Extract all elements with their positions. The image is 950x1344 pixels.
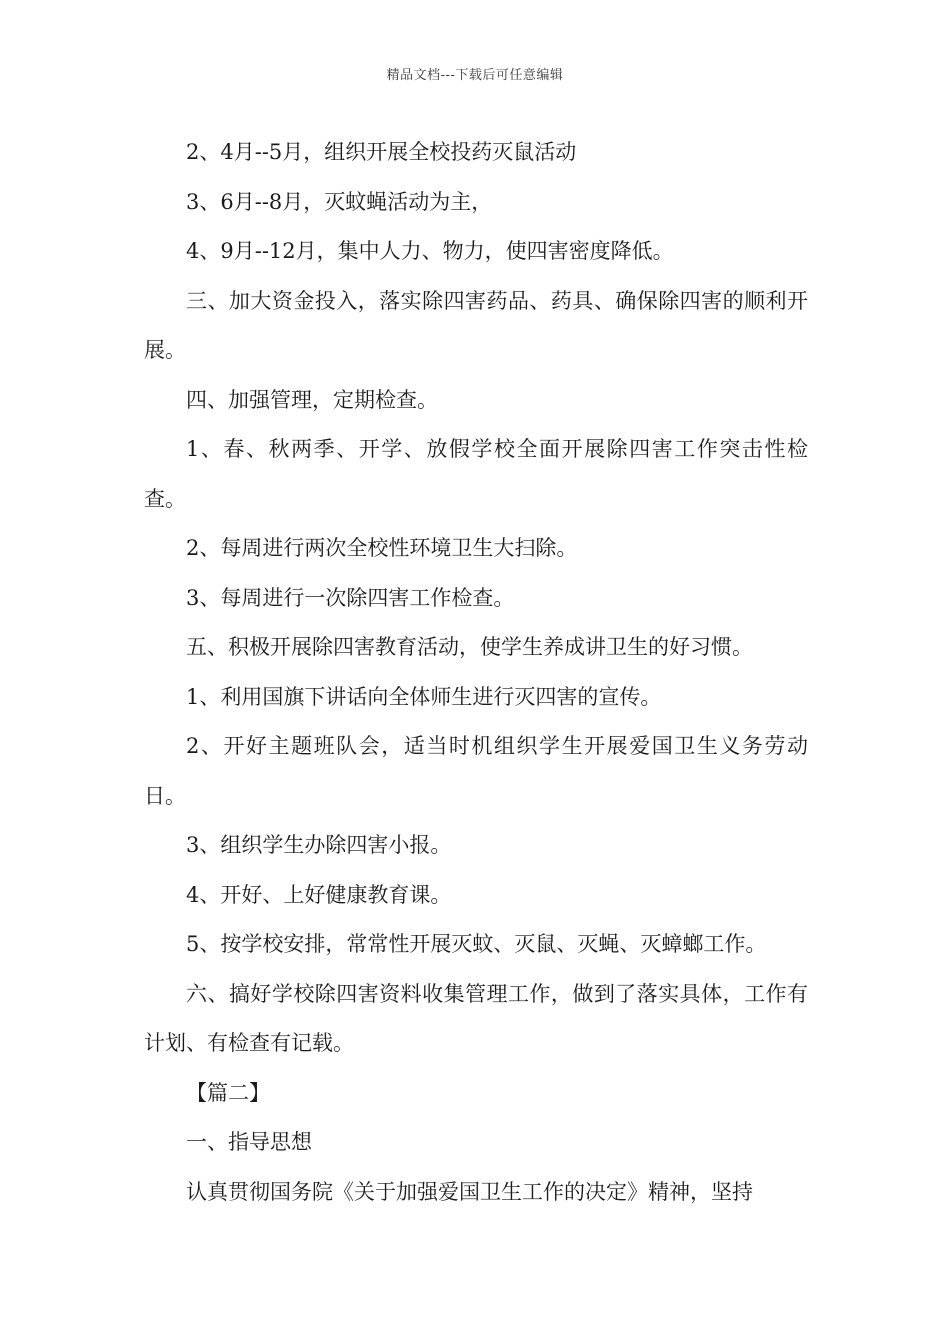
- paragraph: 3、6月--8月，灭蚊蝇活动为主，: [186, 189, 493, 214]
- paragraph: 4、开好、上好健康教育课。: [186, 882, 452, 907]
- paragraph: 1、春、秋两季、开学、放假学校全面开展除四害工作突击性检查。: [144, 437, 808, 511]
- section-heading: 【篇二】: [186, 1080, 270, 1105]
- document-body: [144, 128, 808, 1217]
- paragraph: 4、9月--12月，集中人力、物力，使四害密度降低。: [186, 239, 674, 263]
- page-header: 精品文档---下载后可任意编辑: [386, 68, 564, 83]
- paragraph: 四、加强管理，定期检查。: [186, 387, 438, 412]
- paragraph: 2、4月--5月，组织开展全校投药灭鼠活动: [186, 140, 577, 164]
- paragraph: 3、组织学生办除四害小报。: [186, 833, 452, 857]
- paragraph: 1、利用国旗下讲话向全体师生进行灭四害的宣传。: [186, 684, 662, 709]
- paragraph: 三、加大资金投入，落实除四害药品、药具、确保除四害的顺利开展。: [144, 288, 808, 362]
- paragraph: 5、按学校安排，常常性开展灭蚊、灭鼠、灭蝇、灭蟑螂工作。: [186, 932, 767, 956]
- paragraph: 认真贯彻国务院《关于加强爱国卫生工作的决定》精神，坚持: [186, 1179, 753, 1204]
- paragraph: 2、开好主题班队会，适当时机组织学生开展爱国卫生义务劳动日。: [144, 734, 808, 808]
- paragraph: 2、每周进行两次全校性环境卫生大扫除。: [186, 536, 578, 560]
- paragraph: 六、搞好学校除四害资料收集管理工作，做到了落实具体，工作有计划、有检查有记载。: [144, 981, 808, 1055]
- paragraph: 五、积极开展除四害教育活动，使学生养成讲卫生的好习惯。: [186, 635, 753, 659]
- paragraph: 3、每周进行一次除四害工作检查。: [186, 585, 515, 610]
- paragraph: 一、指导思想: [186, 1130, 312, 1154]
